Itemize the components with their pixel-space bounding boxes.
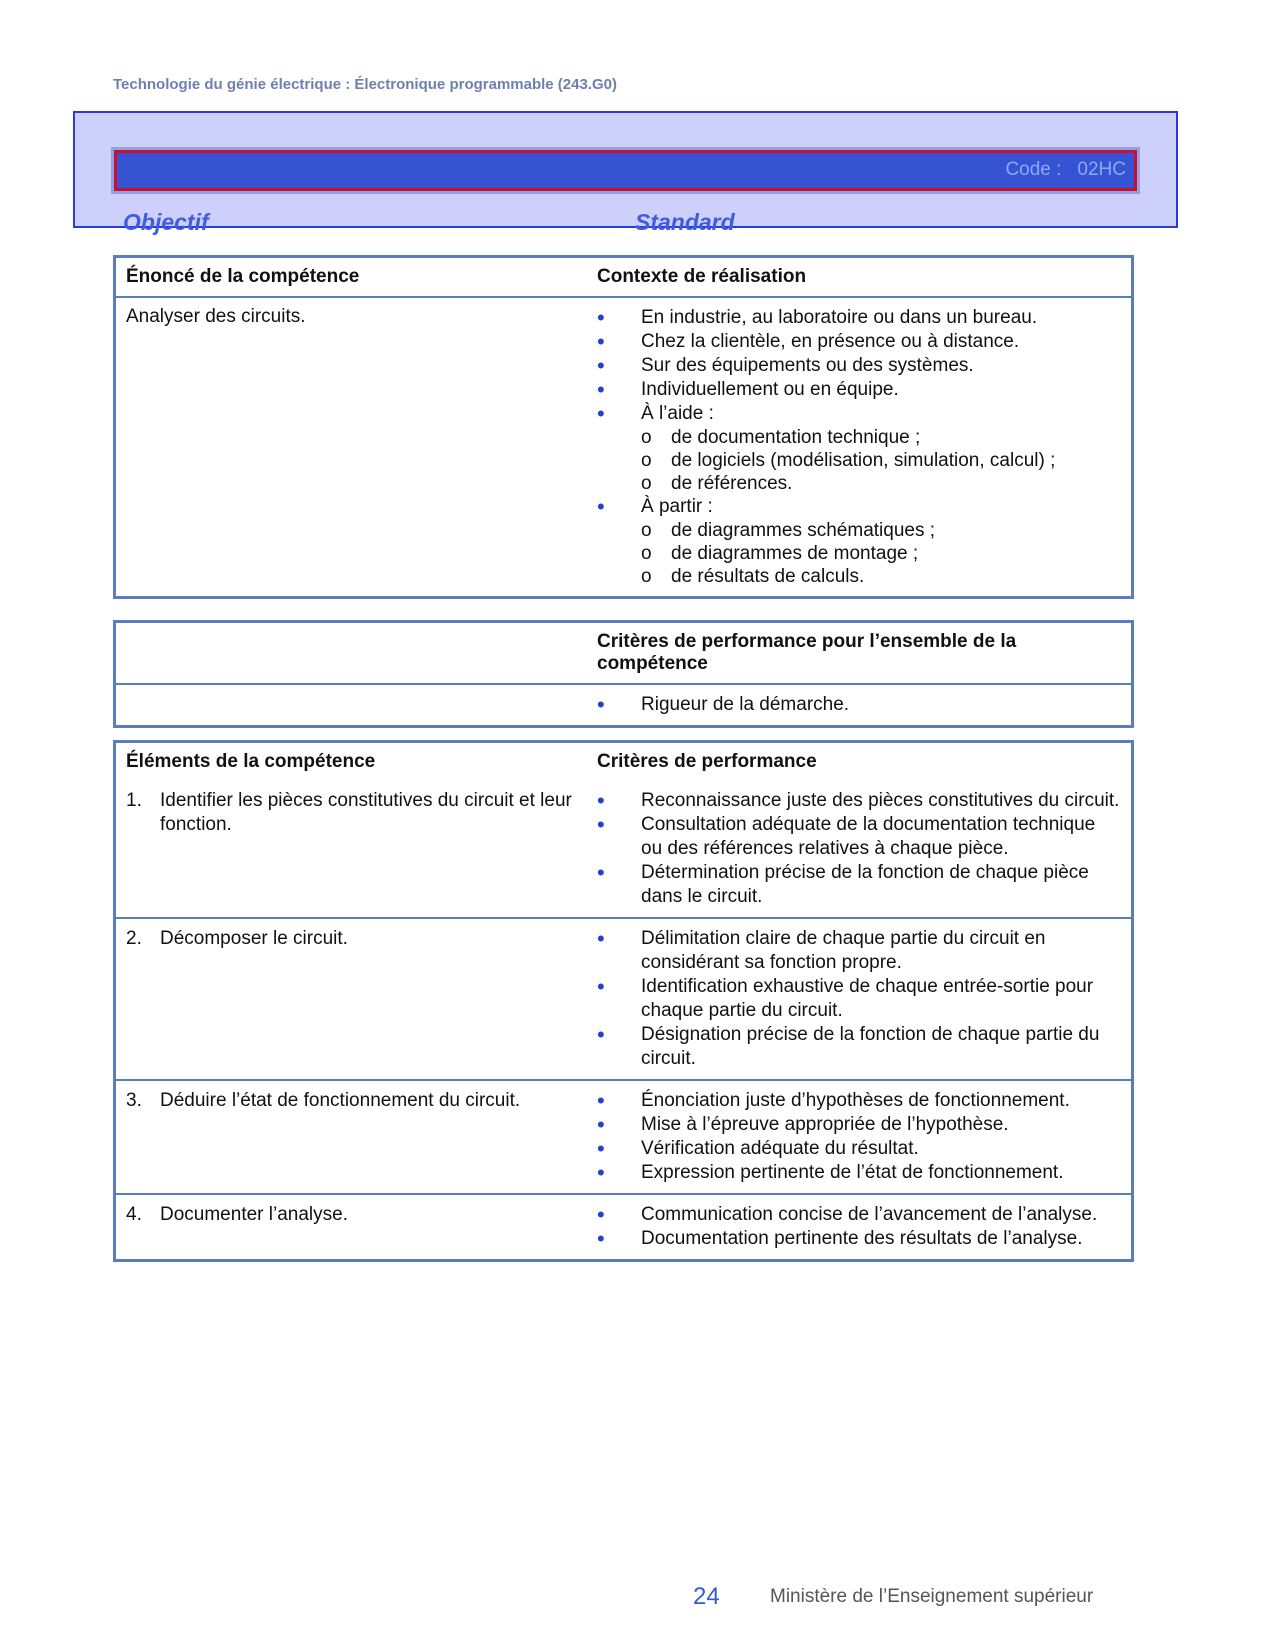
competence-table [113,255,1134,599]
element-text: Déduire l’état de fonctionnement du circuit. [160,1090,521,1111]
global-criteria-table [113,620,1134,728]
element-criteria-cell [597,1195,1131,1259]
element-item [126,927,587,951]
criterion-item: • Reconnaissance juste des pièces constitutives du circuit. [597,789,1121,813]
element-text: Documenter l’analyse. [160,1204,348,1225]
code-value: 02HC [1077,159,1126,180]
criterion-item: • Consultation adéquate de la documentation technique ou des références relatives à chaque pièce. [597,813,1121,861]
element-text: Identifier les pièces constitutives du circuit et leur fonction. [160,790,572,835]
global-criteria-empty-cell [116,685,597,725]
element-text: Décomposer le circuit. [160,928,348,949]
elements-rows [116,781,1131,1259]
global-criteria-bullets [597,693,1121,717]
element-row [116,781,1131,917]
contexte-subitem: o de logiciels (modélisation, simulation, calcul) ; [641,449,1121,472]
contexte-bullets [597,306,1121,588]
contexte-subitem: o de résultats de calculs. [641,565,1121,588]
element-criteria-bullets [597,1203,1121,1251]
criterion-item: • Mise à l’épreuve appropriée de l’hypothèse. [597,1113,1121,1137]
standard-label: Standard [635,209,735,235]
criterion-item: • Communication concise de l’avancement de l’analyse. [597,1203,1121,1227]
contexte-subitem: o de documentation technique ; [641,426,1121,449]
element-item [126,789,587,837]
objective-label: Objectif [123,209,209,235]
global-criterion: • Rigueur de la démarche. [597,693,1121,717]
enonce-header: Énoncé de la compétence [126,266,360,287]
criterion-item: • Documentation pertinente des résultats de l’analyse. [597,1227,1121,1251]
contexte-item-text: Chez la clientèle, en présence ou à distance. [641,331,1020,352]
element-cell [116,781,597,917]
element-cell [116,919,597,1079]
criterion-item: • Expression pertinente de l’état de fonctionnement. [597,1161,1121,1185]
contexte-item [597,330,1121,354]
element-row [116,1193,1131,1259]
criterion-item: • Désignation précise de la fonction de chaque partie du circuit. [597,1023,1121,1071]
criterion-item: • Énonciation juste d’hypothèses de fonctionnement. [597,1089,1121,1113]
contexte-item [597,306,1121,330]
element-number: 4. [126,1204,142,1225]
element-criteria-cell [597,919,1131,1079]
criteria-header: Critères de performance [597,751,817,772]
element-number: 2. [126,928,142,949]
element-criteria-bullets [597,789,1121,909]
element-criteria-bullets [597,927,1121,1071]
code-text [1005,159,1126,181]
enonce-text: Analyser des circuits. [126,306,306,327]
contexte-item-text: Individuellement ou en équipe. [641,379,899,400]
element-cell [116,1195,597,1259]
elements-header: Éléments de la compétence [126,751,376,772]
criterion-item: • Délimitation claire de chaque partie du circuit en considérant sa fonction propre. [597,927,1121,975]
elements-table [113,740,1134,1262]
competence-table-header [116,258,1131,296]
global-criteria-empty-cell [116,623,597,683]
code-label: Code : [1005,159,1062,180]
element-number: 3. [126,1090,142,1111]
element-criteria-cell [597,1081,1131,1193]
global-criteria-header-row [116,623,1131,683]
element-number: 1. [126,790,142,811]
contexte-item [597,378,1121,402]
element-criteria-bullets [597,1089,1121,1185]
element-row [116,1079,1131,1193]
contexte-header: Contexte de réalisation [597,266,807,287]
global-criteria-list [597,685,1131,725]
contexte-subitem: o de diagrammes schématiques ; [641,519,1121,542]
contexte-item [597,354,1121,378]
element-item [126,1203,587,1227]
page-number: 24 [693,1583,720,1610]
criterion-item: • Vérification adéquate du résultat. [597,1137,1121,1161]
criterion-item: • Détermination précise de la fonction de chaque pièce dans le circuit. [597,861,1121,909]
competence-table-body [116,296,1131,596]
contexte-item-text: À partir : [641,496,713,517]
element-cell [116,1081,597,1193]
contexte-subitem: o de diagrammes de montage ; [641,542,1121,565]
competence-header-box [73,111,1178,235]
contexte-subitem: o de références. [641,472,1121,495]
contexte-item [597,402,1121,495]
code-bar [114,150,1137,191]
contexte-item-text: À l’aide : [641,403,714,424]
contexte-list [597,298,1131,596]
criterion-item: • Identification exhaustive de chaque entrée-sortie pour chaque partie du circuit. [597,975,1121,1023]
global-criteria-body [116,683,1131,725]
element-row [116,917,1131,1079]
running-header: Technologie du génie électrique : Électronique programmable (243.G0) [113,76,617,93]
contexte-sublist [641,519,1121,588]
global-criteria-header: Critères de performance pour l’ensemble de la compétence [597,631,1017,674]
footer-ministry: Ministère de l’Enseignement supérieur [770,1586,1094,1607]
contexte-item-text: En industrie, au laboratoire ou dans un bureau. [641,307,1038,328]
element-criteria-cell [597,781,1131,917]
element-item [126,1089,587,1113]
contexte-item [597,495,1121,588]
contexte-sublist [641,426,1121,495]
elements-table-header [116,743,1131,781]
contexte-item-text: Sur des équipements ou des systèmes. [641,355,974,376]
